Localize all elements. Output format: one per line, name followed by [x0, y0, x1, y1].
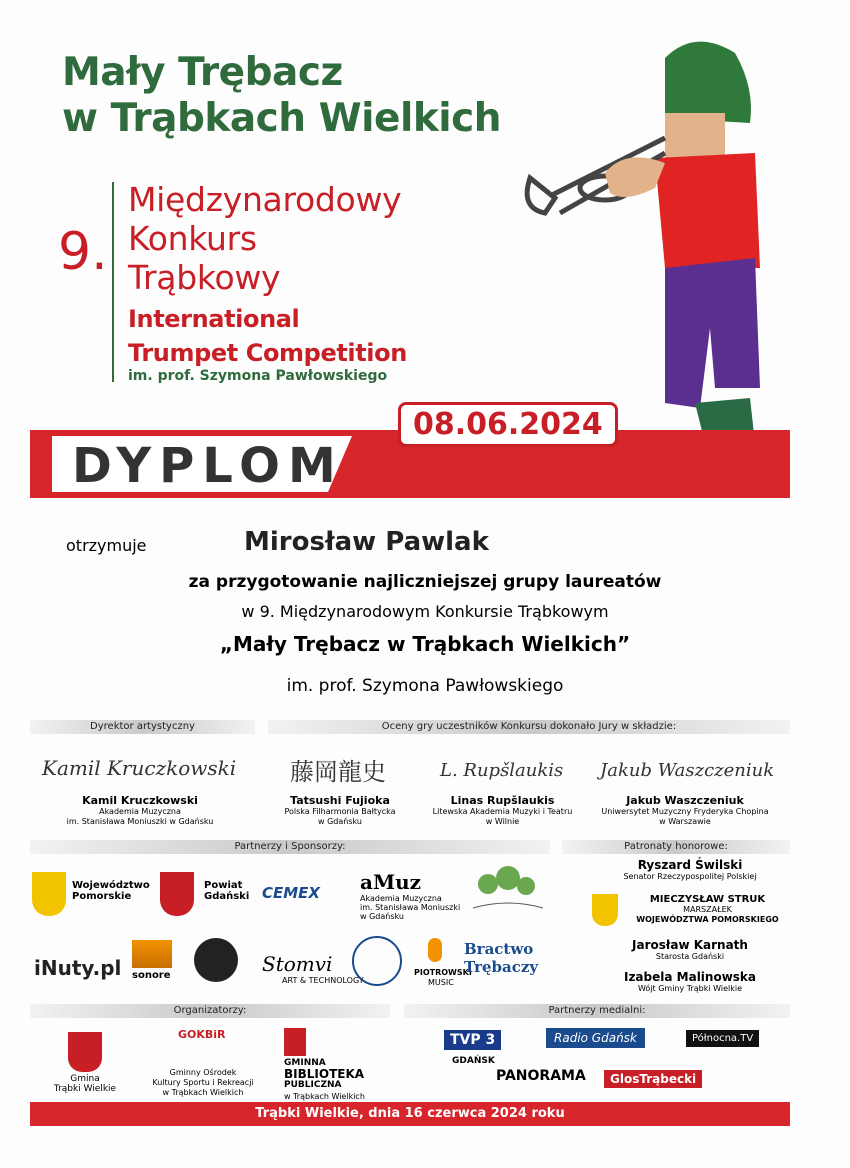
sonore-logo-icon [132, 940, 172, 968]
signatory-desc: w Gdańsku [318, 817, 362, 826]
pl-line1: Międzynarodowy [128, 180, 402, 219]
honorary-name: MIECZYSŁAW STRUK [649, 894, 766, 905]
honorary-desc: Wójt Gminy Trąbki Wielkie [637, 984, 743, 993]
signatory-1 [40, 794, 240, 827]
trzy-kwadranse-logo-icon [468, 862, 548, 918]
signatory-name: Tatsushi Fujioka [290, 794, 390, 807]
divider [112, 182, 114, 382]
signatory-name: Linas Rupšlaukis [450, 794, 555, 807]
org-text: Trąbki Wielkie [53, 1084, 117, 1094]
gmina-crest-icon [68, 1032, 102, 1072]
bractwo-text: Bractwo [464, 940, 534, 958]
award-reason: za przygotowanie najliczniejszej grupy laureatów [188, 572, 662, 592]
signatory-desc: Polska Filharmonia Bałtycka [284, 807, 396, 816]
powiat-crest-icon [160, 872, 194, 916]
org-text: GMINNA [284, 1058, 326, 1068]
partner-inuty: iNuty.pl [34, 956, 122, 980]
edition-number: 9. [58, 222, 108, 282]
jury-header: Oceny gry uczestników Konkursu dokonało Jury w składzie: [268, 720, 790, 734]
organizer-gokbir [148, 1068, 258, 1098]
honorary-2 [625, 894, 790, 925]
honorary-name: Ryszard Świlski [637, 858, 743, 872]
en-line2: Trumpet Competition [128, 339, 407, 367]
pl-line2: Konkurs [128, 219, 257, 258]
trumpet-club-logo-icon [194, 938, 238, 982]
partner-piotrowski: PIOTROWSKI [414, 968, 472, 977]
signature-kruczkowski: Kamil Kruczkowski [42, 756, 237, 780]
amuz-desc: im. Stanisława Moniuszki [360, 903, 461, 912]
pomorskie-crest-icon [32, 872, 66, 916]
signatory-4 [590, 794, 780, 827]
competition-patron: im. prof. Szymona Pawłowskiego [128, 368, 388, 384]
amuz-logo-text: aMuz [360, 870, 421, 894]
partner-pomorskie [72, 880, 150, 902]
honorary-desc: Senator Rzeczypospolitej Polskiej [623, 872, 757, 881]
radio-gdansk-logo: Radio Gdańsk [546, 1028, 645, 1048]
main-title [62, 50, 501, 142]
org-text: PUBLICZNA [284, 1080, 342, 1090]
signatory-name: Kamil Kruczkowski [82, 794, 198, 807]
competition-name-pl [128, 180, 401, 297]
stomvi-sub: ART & TECHNOLOGY [282, 976, 364, 985]
director-header: Dyrektor artystyczny [30, 720, 255, 734]
honorary-desc: MARSZAŁEK [683, 905, 732, 914]
shirt-shape [655, 153, 760, 268]
piotrowski-sub: MUSIC [428, 978, 454, 987]
receives-text: otrzymuje [66, 536, 147, 555]
signatory-2 [250, 794, 430, 827]
honorary-desc: Starosta Gdański [655, 952, 725, 961]
signatory-name: Jakub Waszczeniuk [626, 794, 744, 807]
signatory-desc: Litewska Akademia Muzyki i Teatru [432, 807, 573, 816]
org-text: w Trąbkach Wielkich [162, 1088, 244, 1097]
amuz-desc: w Gdańsku [360, 912, 404, 921]
signature-fujioka: 藤岡龍史 [290, 758, 386, 786]
amuz-desc: Akademia Muzyczna [360, 894, 442, 903]
honorary-1 [590, 858, 790, 882]
partner-cemex: CEMEX [262, 884, 320, 902]
trousers-shape [665, 258, 760, 408]
hat-shape [665, 42, 751, 123]
partner-sonore: sonore [132, 970, 171, 981]
org-text: Gminny Ośrodek [169, 1068, 237, 1077]
partner-text: Pomorskie [72, 891, 132, 902]
org-text: Kultury Sportu i Rekreacji [152, 1078, 254, 1087]
partner-text: Powiat [204, 880, 243, 891]
org-text: w Trąbkach Wielkich [284, 1092, 365, 1101]
partner-powiat [204, 880, 249, 902]
tvp3-sub: GDAŃSK [452, 1056, 495, 1066]
signature-waszczeniuk: Jakub Waszczeniuk [600, 760, 775, 781]
title-line1: Mały Trębacz [62, 50, 343, 95]
organizer-gmina [40, 1074, 130, 1094]
competition-quoted-name: „Mały Trębacz w Trąbkach Wielkich” [219, 632, 631, 656]
body-patron: im. prof. Szymona Pawłowskiego [286, 676, 564, 696]
face-shape [665, 113, 725, 158]
partners-header: Partnerzy i Sponsorzy: [30, 840, 550, 854]
polnocna-tv-logo: Północna.TV [686, 1030, 759, 1047]
signatory-desc: w Warszawie [659, 817, 711, 826]
library-logo-icon [284, 1028, 306, 1056]
media-header: Partnerzy medialni: [404, 1004, 790, 1018]
glos-trabecki-logo: GlosTrąbecki [604, 1070, 702, 1088]
organizers-header: Organizatorzy: [30, 1004, 390, 1018]
partner-text: Województwo [72, 880, 150, 891]
honorary-name: Jarosław Karnath [632, 938, 748, 952]
org-text: Gmina [70, 1074, 100, 1084]
honorary-4 [590, 970, 790, 994]
signatory-desc: w Wilnie [485, 817, 520, 826]
signatory-desc: im. Stanisława Moniuszki w Gdańsku [66, 817, 214, 826]
signatory-desc: Akademia Muzyczna [99, 807, 181, 816]
org-text: BIBLIOTEKA [284, 1067, 365, 1081]
honorary-header: Patronaty honorowe: [562, 840, 790, 854]
award-context: w 9. Międzynarodowym Konkursie Trąbkowym [241, 602, 609, 621]
tvp3-logo: TVP 3 [444, 1030, 501, 1050]
signatory-desc: Uniwersytet Muzyczny Fryderyka Chopina [601, 807, 769, 816]
organizer-library [284, 1058, 365, 1102]
panorama-logo: PANORAMA [496, 1068, 586, 1084]
pl-line3: Trąbkowy [128, 258, 281, 297]
en-line1: International [128, 305, 300, 333]
title-line2: w Trąbkach Wielkich [62, 96, 501, 141]
honorary-name: Izabela Malinowska [623, 970, 757, 984]
partner-text: Gdański [204, 891, 250, 902]
signature-rupslaukis: L. Rupšlaukis [440, 760, 564, 781]
honorary-desc: WOJEWÓDZTWA POMORSKIEGO [636, 915, 779, 924]
bractwo-text: Trębaczy [464, 958, 539, 976]
footer-place-date: Trąbki Wielkie, dnia 16 czerwca 2024 roku [30, 1102, 790, 1126]
recipient-name: Mirosław Pawlak [244, 527, 489, 557]
diploma-title: DYPLOM [72, 438, 344, 494]
partner-bractwo [464, 940, 538, 976]
partner-amuz [360, 870, 460, 921]
school-seal-icon [352, 936, 402, 986]
competition-date: 08.06.2024 [398, 402, 618, 447]
gokbir-logo: GOKBiR [178, 1028, 226, 1041]
pomorskie-crest-icon [592, 894, 618, 926]
signatory-3 [420, 794, 585, 827]
piotrowski-logo-icon [428, 938, 442, 962]
competition-name-en [128, 302, 407, 370]
partner-stomvi: Stomvi [262, 952, 333, 976]
honorary-3 [590, 938, 790, 962]
